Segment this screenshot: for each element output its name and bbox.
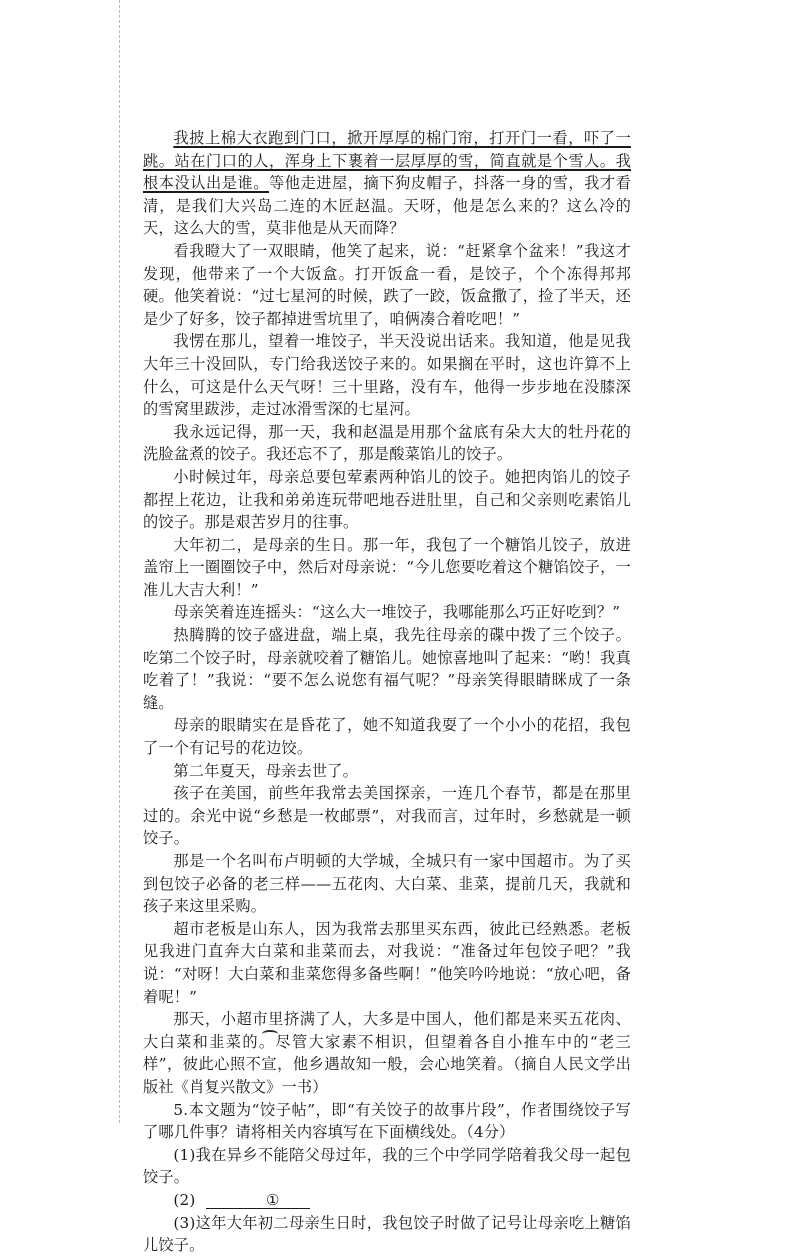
paragraph-9: 母亲的眼睛实在是昏花了，她不知道我耍了一个小小的花招，我包了一个有记号的花边饺。 bbox=[143, 716, 631, 758]
paragraph-12: 那是一个名叫布卢明顿的大学城，全城只有一家中国超市。为了买到包饺子必备的老三样——五花肉、大白菜、韭菜，提前几天，我就和孩子来这里采购。 bbox=[143, 852, 631, 916]
paragraph-5: 小时候过年，母亲总要包荤素两种馅儿的饺子。她把肉馅儿的饺子都捏上花边，让我和弟弟连玩带吧地吞进肚里，自己和父亲则吃素馅儿的饺子。那是艰苦岁月的往事。 bbox=[143, 467, 631, 532]
paragraph-1 bbox=[143, 127, 631, 240]
answer-blank-1[interactable] bbox=[206, 1192, 310, 1209]
paragraph-10: 第二年夏天，母亲去世了。 bbox=[173, 761, 359, 780]
paragraph-11: 孩子在美国，前些年我常去美国探亲，一连几个春节，都是在那里过的。余光中说“乡愁是一枚邮票”，对我而言，过年时，乡愁就是一顿饺子。 bbox=[143, 784, 631, 848]
cut-off-mark bbox=[262, 1030, 278, 1038]
question-item-1: (1)我在异乡不能陪父母过年，我的三个中学同学陪着我父母一起包饺子。 bbox=[143, 1145, 631, 1187]
paragraph-4: 我永远记得，那一天，我和赵温是用那个盆底有朵大大的牡丹花的洗脸盆煮的饺子。我还忘不了，那是酸菜馅儿的饺子。 bbox=[143, 422, 631, 464]
blank-number: ① bbox=[265, 1190, 280, 1209]
reading-passage bbox=[143, 127, 631, 1257]
item-2-label: (2) bbox=[173, 1190, 196, 1209]
paragraph-6: 大年初二，是母亲的生日。那一年，我包了一个糖馅儿饺子，放进盖帘上一圈圈饺子中，然后对母亲说：“今儿您要吃着这个糖馅饺子，一准儿大吉大利！” bbox=[143, 535, 631, 599]
paragraph-1-rest: 等他走进屋，摘下狗皮帽子，抖落一身的雪，我才看清，是我们大兴岛二连的木匠赵温。天呀，他是怎么来的？这么冷的天，这么大的雪，莫非他是从天而降？ bbox=[143, 174, 631, 238]
question-item-2 bbox=[143, 1189, 631, 1212]
paragraph-7: 母亲笑着连连摇头：“这么大一堆饺子，我哪能那么巧正好吃到？” bbox=[173, 603, 621, 622]
question-item-3: (3)这年大年初二母亲生日时，我包饺子时做了记号让母亲吃上糖馅儿饺子。 bbox=[143, 1213, 631, 1255]
question-stem: 5.本文题为“饺子帖”，即“有关饺子的故事片段”，作者围绕饺子写了哪几件事？请将相关内容填写在下面横线处。（4分） bbox=[143, 1100, 631, 1142]
paragraph-3: 我愣在那儿，望着一堆饺子，半天没说出话来。我知道，他是见我大年三十没回队，专门给我送饺子来的。如果搁在平时，这也许算不上什么，可这是什么天气呀！三十里路，没有车，他得一步步地在没膝深的雪窝里跋涉，走过冰滑雪深的七星河。 bbox=[143, 332, 631, 419]
underlined-sentence: 我披上棉大衣跑到门口，掀开厚厚的棉门帘，打开门一看，吓了一跳。站在门口的人，浑身上下裹着一层厚厚的雪，简直就是个雪人。我根本没认出是谁。 bbox=[143, 129, 631, 193]
binding-margin-line bbox=[119, 0, 120, 1123]
paragraph-2: 看我瞪大了一双眼睛，他笑了起来，说：“赶紧拿个盆来！”我这才发现，他带来了一个大饭盒。打开饭盒一看，是饺子，个个冻得邦邦硬。他笑着说：“过七星河的时候，跌了一跤，饭盒撒了，捡了半天，还是少了好多，饺子都掉进雪坑里了，咱俩凑合着吃吧！” bbox=[143, 241, 631, 328]
paragraph-8: 热腾腾的饺子盛进盘，端上桌，我先往母亲的碟中拨了三个饺子。吃第二个饺子时，母亲就咬着了糖馅儿。她惊喜地叫了起来：“哟！我真吃着了！”我说：“要不怎么说您有福气呢？”母亲笑得眼睛眯成了一条缝。 bbox=[143, 626, 631, 712]
paragraph-13: 超市老板是山东人，因为我常去那里买东西，彼此已经熟悉。老板见我进门直奔大白菜和韭菜而去，对我说：“准备过年包饺子吧？”我说：“对呀！大白菜和韭菜您得多备些啊！”他笑吟吟地说：“放心吧，备着呢！” bbox=[143, 919, 631, 1006]
paragraph-14: 那天，小超市里挤满了人，大多是中国人，他们都是来买五花肉、大白菜和韭菜的。尽管大家素不相识，但望着各自小推车中的“老三样”，彼此心照不宣，他乡遇故知一般，会心地笑着。（摘自人民文学出版社《肖复兴散文》一书） bbox=[143, 1010, 631, 1096]
